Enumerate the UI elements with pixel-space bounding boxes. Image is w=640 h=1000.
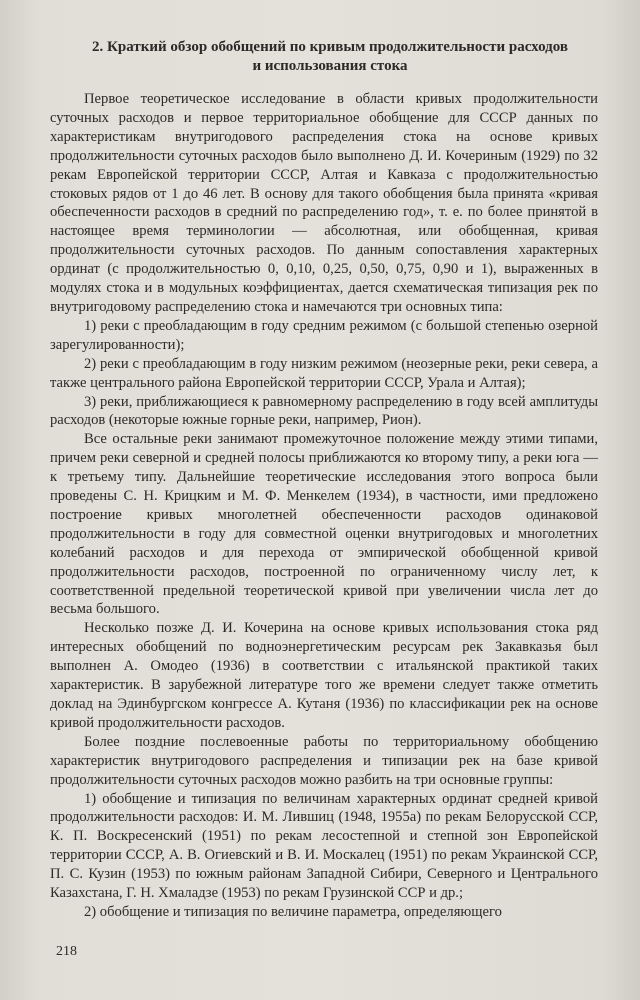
paragraph-intermediate: Все остальные реки занимают промежуточное положение между этими типами, причем реки северной и средней полосы приближаются ко второму типу, а реки юга — к третьему типу. Дальнейшие теоретические исследования этого вопроса были проведены С. Н. Крицким и М. Ф. Менкелем (1934), в частности, ими предложено построение кривых многолетней обеспеченности расходов одинаковой продолжительности в году для совместной оценки внутригодовых и многолетних колебаний расходов и для перехода от эмпирической обобщенной кривой продолжительности расходов, построенной по ограниченному числу лет, к соответственной предельной теоретической кривой при увеличении числа лет до весьма большого. xyxy=(50,431,598,618)
page-number: 218 xyxy=(56,944,77,959)
section-heading xyxy=(60,38,600,76)
list-item-type-1: 1) реки с преобладающим в году средним режимом (с большой степенью озерной зарегулированности); xyxy=(50,317,598,353)
paragraph-postwar: Более поздние послевоенные работы по территориальному обобщению характеристик внутригодового распределения и типизации рек на базе кривой продолжительности суточных расходов можно разбить на три основные группы: xyxy=(50,733,598,788)
list-item-type-3: 3) реки, приближающиеся к равномерному распределению в году всей амплитуды расходов (некоторые южные горные реки, например, Рион). xyxy=(50,393,598,429)
list-item-group-2: 2) обобщение и типизация по величине параметра, определяющего xyxy=(84,903,502,920)
paragraph-omodeo: Несколько позже Д. И. Кочерина на основе кривых использования стока ряд интересных обобщений по водноэнергетическим ресурсам рек Закавказья был выполнен А. Омодео (1936) в соответствии с итальянской практикой таких характеристик. В зарубежной литературе того же времени следует также отметить доклад на Эдинбургском конгрессе А. Кутаня (1936) по классификации рек на основе кривой продолжительности расходов. xyxy=(50,620,598,731)
body-text xyxy=(50,90,598,922)
list-item-group-1: 1) обобщение и типизация по величинам характерных ординат средней кривой продолжительности расходов: И. М. Лившиц (1948, 1955а) по рекам Белорусской ССР, К. П. Воскресенский (1951) по рекам лесостепной и степной зон Европейской территории СССР, А. В. Огиевский и В. И. Москалец (1951) по рекам Украинской ССР, П. С. Кузин (1953) по южным районам Западной Сибири, Северного и Центрального Казахстана, Г. Н. Хмаладзе (1953) по рекам Грузинской ССР и др.; xyxy=(50,790,598,902)
section-heading-line-2: и использования стока xyxy=(252,58,408,74)
section-heading-line-1: 2. Краткий обзор обобщений по кривым продолжительности расходов xyxy=(92,39,568,55)
list-item-type-2: 2) реки с преобладающим в году низким режимом (неозерные реки, реки севера, а также центрального района Европейской территории СССР, Урала и Алтая); xyxy=(50,355,598,391)
paragraph-intro: Первое теоретическое исследование в области кривых продолжительности суточных расходов и первое территориальное обобщение для СССР данных по характеристикам внутригодового распределения стока на основе кривых продолжительности суточных расходов было выполнено Д. И. Кочериным (1929) по 32 рекам Европейской территории СССР, Алтая и Кавказа с продолжительностью стоковых рядов от 1 до 46 лет. В основу для такого обобщения была принята «кривая обеспеченности расходов в средний по распределению год», т. е. по более принятой в настоящее время терминологии — абсолютная, или обобщенная, кривая продолжительности суточных расходов. По данным сопоставления характерных ординат (с продолжительностью 0, 0,10, 0,25, 0,50, 0,75, 0,90 и 1), выраженных в модулях стока и в модульных коэффициентах, дается схематическая типизация рек по внутригодовому распределению стока и намечаются три основных типа: xyxy=(50,91,598,315)
